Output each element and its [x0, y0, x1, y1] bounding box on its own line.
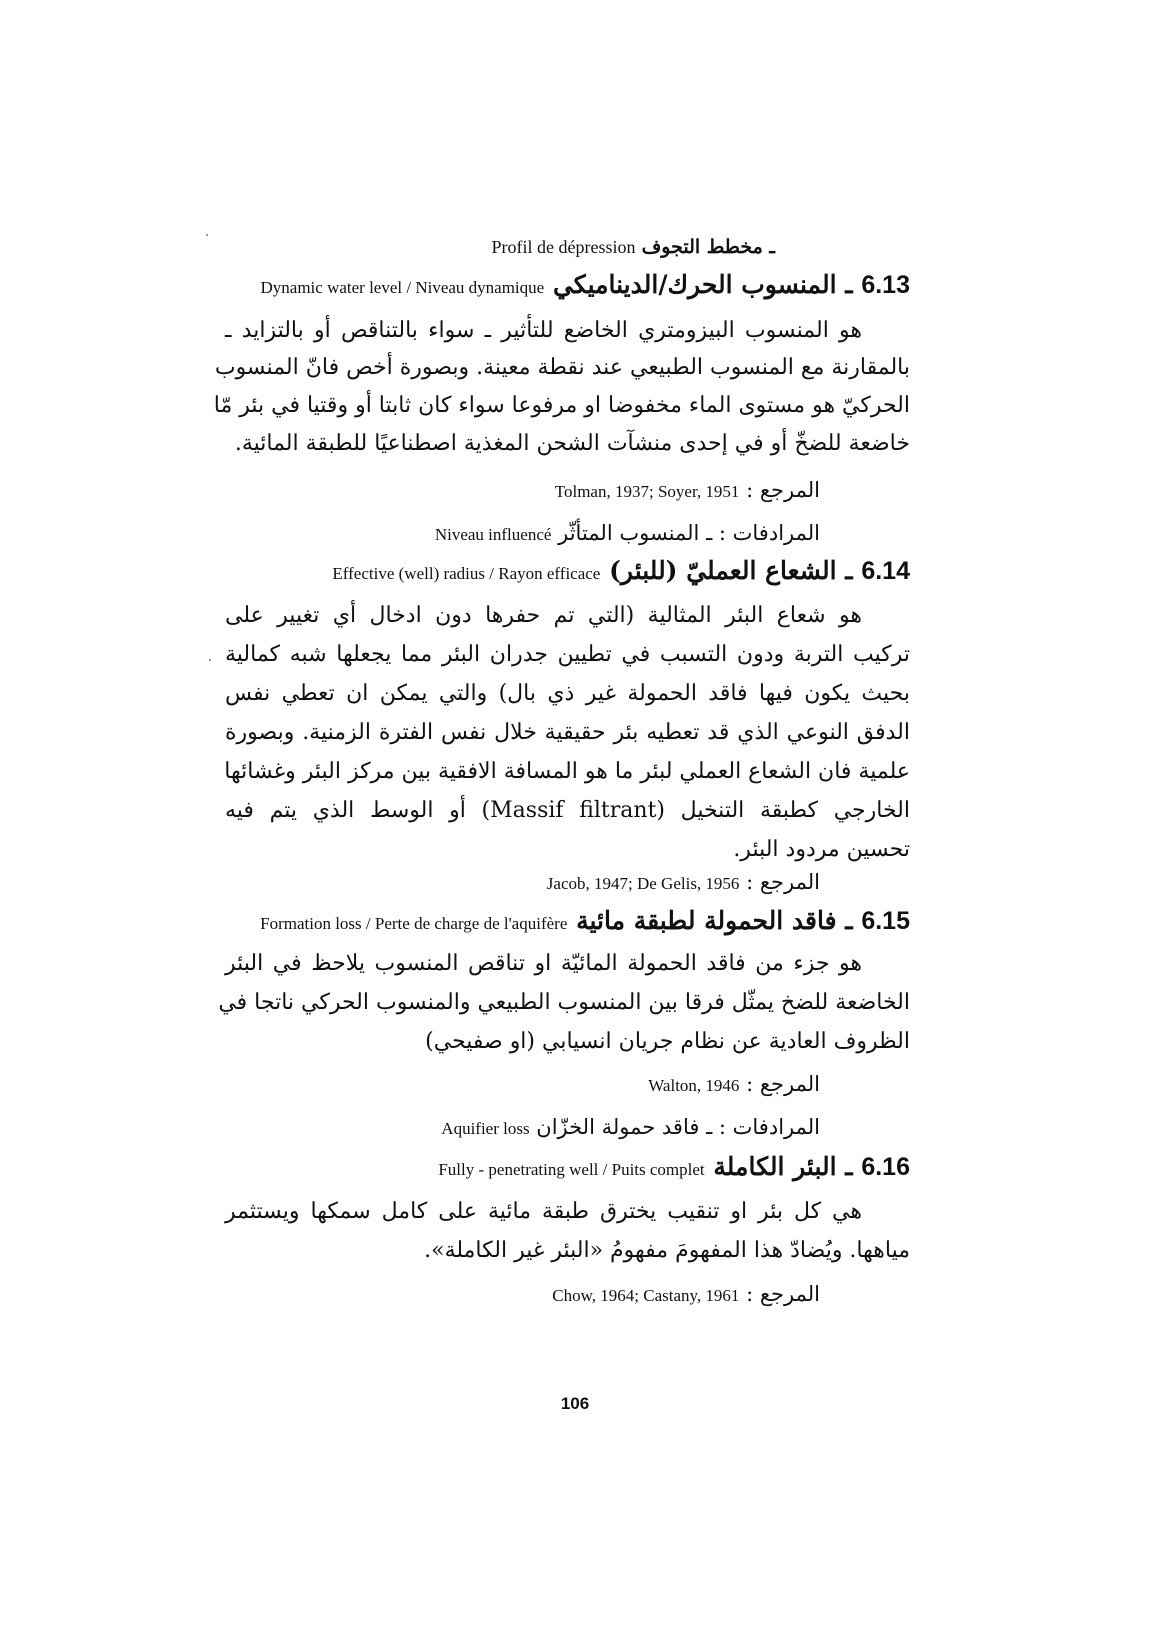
reference-line: [225, 1282, 820, 1306]
entry-number: 6.15: [861, 907, 910, 935]
continuation-line: [225, 236, 775, 258]
synonyms-text: Aquifier loss: [441, 1119, 530, 1138]
reference-label: المرجع :: [746, 478, 820, 502]
entry-body-line: علمية فان الشعاع العملي لبئر ما هو المسافة الافقية بين مركز البئر وغشائها: [224, 759, 910, 784]
scan-speck: [206, 234, 208, 236]
entry-body-line: الدفق النوعي الذي قد تعطيه بئر حقيقية خلال نفس الفترة الزمنية. وبصورة: [225, 720, 910, 745]
entry-body-line: الظروف العادية عن نظام جريان انسيابي (او صفيحي): [425, 1029, 910, 1054]
reference-text: Chow, 1964; Castany, 1961: [552, 1286, 740, 1305]
entry-title-latin: Fully - penetrating well / Puits complet: [438, 1160, 705, 1179]
entry-body-line: بالمقارنة مع المنسوب الطبيعي عند نقطة معينة. وبصورة أخص فانّ المنسوب: [214, 355, 910, 380]
page-number: 106: [560, 1394, 590, 1413]
continuation-arabic: ـ مخطط التجوف: [641, 236, 775, 258]
reference-label: المرجع :: [746, 870, 820, 894]
reference-label: المرجع :: [746, 1072, 820, 1096]
entry-heading: [225, 1152, 910, 1182]
entry-title-latin: Dynamic water level / Niveau dynamique: [260, 278, 545, 297]
entry-body-line: بحيث يكون فيها فاقد الحمولة غير ذي بال) والتي يمكن ان تعطي نفس: [225, 681, 910, 706]
entry-body-line: مياهها. ويُضادّ هذا المفهومَ مفهومُ «البئر غير الكاملة».: [424, 1238, 910, 1263]
entry-body-line: تركيب التربة ودون التسبب في تطيين جدران البئر مما يجعلها شبه كمالية: [225, 642, 910, 667]
entry-title-latin: Formation loss / Perte de charge de l'aquifère: [260, 914, 568, 933]
entry-body-line: تحسين مردود البئر.: [733, 837, 910, 862]
entry-title-arabic: ـ البئر الكاملة: [713, 1152, 853, 1181]
synonyms-text: Niveau influencé: [434, 525, 552, 544]
synonyms-label: المرادفات : ـ فاقد حمولة الخزّان: [536, 1115, 820, 1139]
reference-line: [225, 478, 820, 502]
reference-line: [225, 1072, 820, 1096]
continuation-latin: Profil de dépression: [491, 237, 636, 257]
reference-text: Jacob, 1947; De Gelis, 1956: [546, 874, 740, 893]
entry-title-latin: Effective (well) radius / Rayon efficace: [332, 564, 601, 583]
reference-label: المرجع :: [746, 1282, 820, 1306]
synonyms-label: المرادفات : ـ المنسوب المتأثّر: [558, 521, 820, 545]
entry-heading: [225, 906, 910, 936]
reference-text: Walton, 1946: [648, 1076, 740, 1095]
entry-title-arabic: ـ فاقد الحمولة لطبقة مائية: [576, 906, 853, 935]
entry-body-line: هو المنسوب البيزومتري الخاضع للتأثير ـ سواء بالتناقص أو بالتزايد ـ: [225, 318, 862, 343]
entry-body-line: هو شعاع البئر المثالية (التي تم حفرها دون ادخال أي تغيير على: [225, 603, 862, 628]
entry-number: 6.16: [861, 1153, 910, 1181]
entry-title-arabic: ـ الشعاع العمليّ (للبئر): [609, 556, 853, 585]
entry-number: 6.13: [861, 271, 910, 299]
entry-body-line: هي كل بئر او تنقيب يخترق طبقة مائية على كامل سمكها ويستثمر: [225, 1199, 862, 1224]
entry-heading: [225, 270, 910, 300]
entry-body-line: هو جزء من فاقد الحمولة المائيّة او تناقص المنسوب يلاحظ في البئر: [225, 951, 862, 976]
entry-body-line: الخارجي كطبقة التنخيل (Massif filtrant) أو الوسط الذي يتم فيه: [225, 798, 910, 823]
reference-text: Tolman, 1937; Soyer, 1951: [554, 482, 740, 501]
entry-body-line: خاضعة للضخّ أو في إحدى منشآت الشحن المغذية اصطناعيًا للطبقة المائية.: [234, 431, 910, 456]
entry-title-arabic: ـ المنسوب الحرك/الديناميكي: [552, 270, 853, 299]
synonyms-line: [225, 521, 820, 545]
entry-heading: [225, 556, 910, 586]
scan-speck: [209, 659, 211, 661]
entry-body-line: الخاضعة للضخ يمثّل فرقا بين المنسوب الطبيعي والمنسوب الحركي ناتجا في: [218, 990, 910, 1015]
entry-number: 6.14: [861, 557, 910, 585]
reference-line: [225, 870, 820, 894]
entry-body-line: الحركيّ هو مستوى الماء مخفوضا او مرفوعا سواء كان ثابتا أو وقتيا في بئر مّا: [213, 393, 910, 418]
synonyms-line: [225, 1115, 820, 1139]
